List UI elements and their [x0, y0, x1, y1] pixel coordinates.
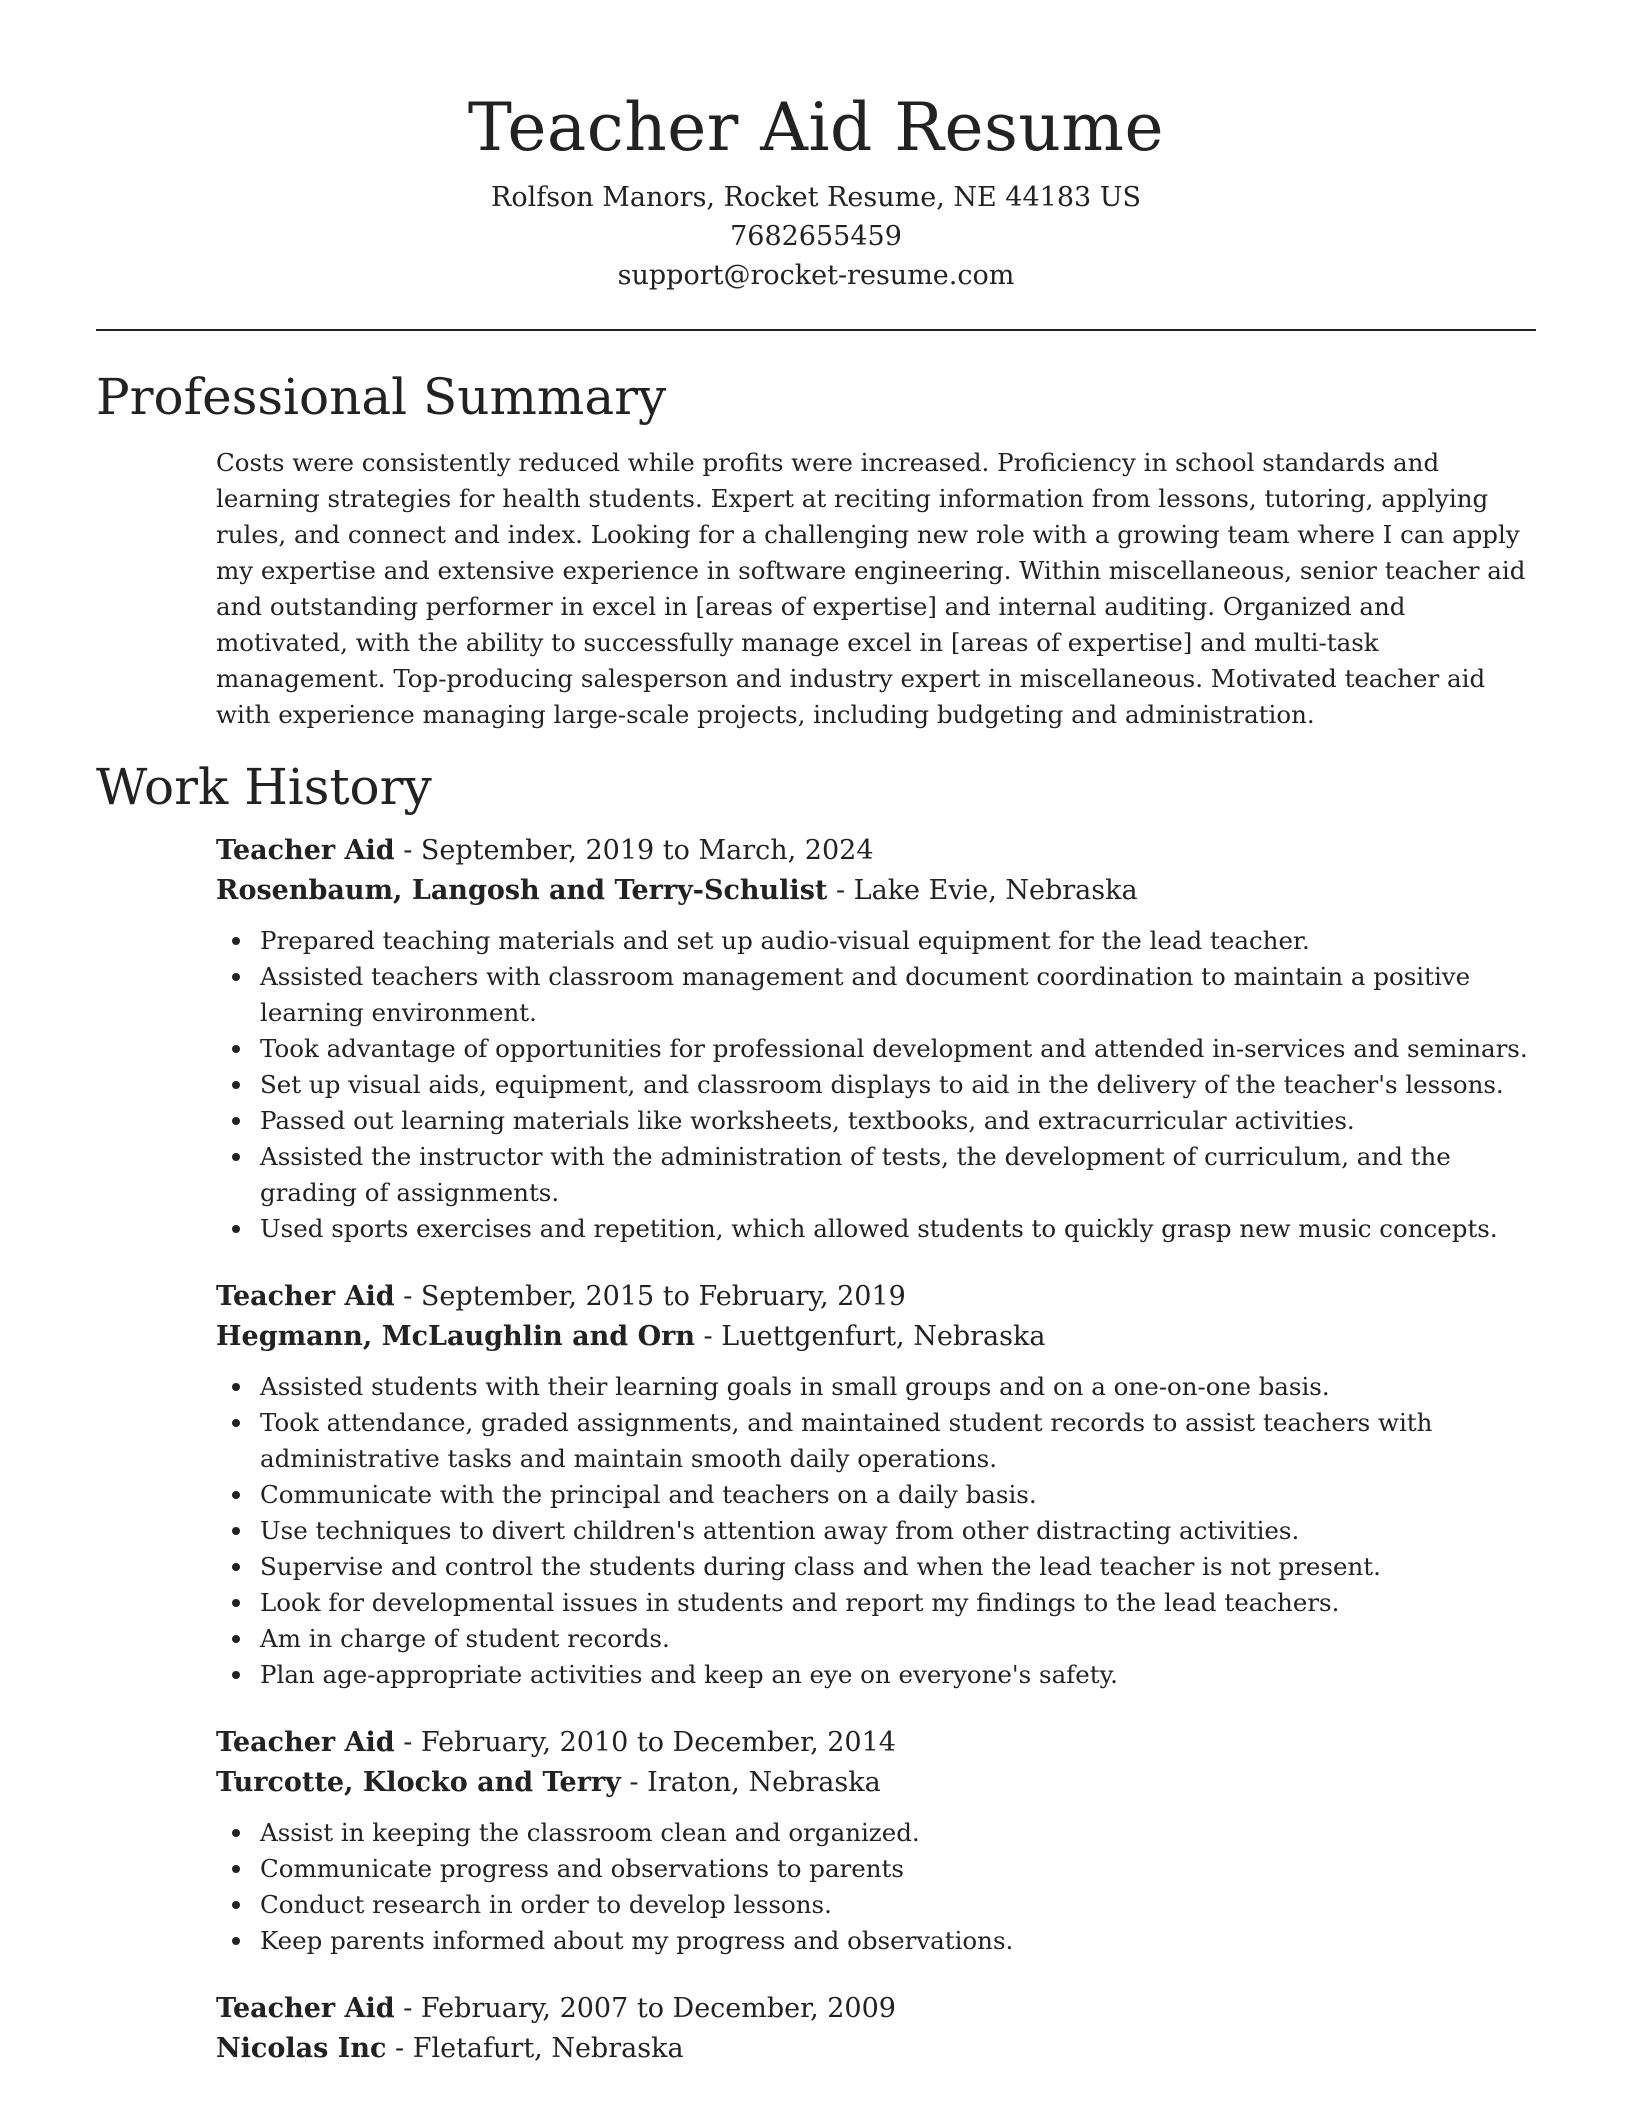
- summary-text: Costs were consistently reduced while profits were increased. Proficiency in school standards and learning strategies for health students. Expert at reciting information from lessons, tutoring, applying rules, and connect and index. Looking for a challenging new role with a growing team where I can apply my expertise and extensive experience in software engineering. Within miscellaneous, senior teacher aid and outstanding performer in excel in [areas of expertise] and internal auditing. Organized and motivated, with the ability to successfully manage excel in [areas of expertise] and multi-task management. Top-producing salesperson and industry expert in miscellaneous. Motivated teacher aid with experience managing large-scale projects, including budgeting and administration.: [216, 448, 1526, 729]
- summary-section: [96, 445, 1536, 733]
- job-bullet: Set up visual aids, equipment, and classroom displays to aid in the delivery of the teacher's lessons.: [260, 1067, 1536, 1103]
- work-history-heading: Work History: [96, 758, 432, 816]
- job-bullet: Plan age-appropriate activities and keep an eye on everyone's safety.: [260, 1657, 1536, 1693]
- summary-heading: Professional Summary: [96, 368, 667, 426]
- job-bullet: Look for developmental issues in students and report my findings to the lead teachers.: [260, 1585, 1536, 1621]
- job-bullet: Took advantage of opportunities for professional development and attended in-services and seminars.: [260, 1031, 1536, 1067]
- job-bullet: Assisted teachers with classroom management and document coordination to maintain a positive learning environment.: [260, 959, 1536, 1031]
- job-title-line: Teacher Aid - February, 2010 to December, 2014: [216, 1727, 896, 1758]
- job-bullet: Prepared teaching materials and set up audio-visual equipment for the lead teacher.: [260, 923, 1536, 959]
- job-role: Teacher Aid: [216, 1993, 395, 2024]
- job-title-line: Teacher Aid - February, 2007 to December, 2009: [216, 1993, 896, 2024]
- job-bullet: Communicate progress and observations to parents: [260, 1851, 1536, 1887]
- job-location: Lake Evie, Nebraska: [853, 875, 1138, 906]
- job-location: Luettgenfurt, Nebraska: [721, 1321, 1046, 1352]
- contact-address: Rolfson Manors, Rocket Resume, NE 44183 US: [490, 182, 1142, 213]
- job-entry: [216, 1723, 1536, 1959]
- job-dates: February, 2010 to December, 2014: [420, 1727, 896, 1758]
- job-bullet-list: [216, 923, 1536, 1247]
- job-role: Teacher Aid: [216, 1281, 395, 1312]
- job-role: Teacher Aid: [216, 1727, 395, 1758]
- job-title-line: Teacher Aid - September, 2015 to February, 2019: [216, 1281, 906, 1312]
- job-bullet-list: [216, 1369, 1536, 1693]
- job-company: Rosenbaum, Langosh and Terry-Schulist: [216, 875, 828, 906]
- job-title-line: Teacher Aid - September, 2019 to March, 2024: [216, 835, 874, 866]
- job-company: Nicolas Inc: [216, 2033, 387, 2064]
- job-bullet: Conduct research in order to develop lessons.: [260, 1887, 1536, 1923]
- job-company: Turcotte, Klocko and Terry: [216, 1767, 621, 1798]
- job-company-line: Rosenbaum, Langosh and Terry-Schulist - Lake Evie, Nebraska: [216, 875, 1138, 906]
- job-bullet: Use techniques to divert children's attention away from other distracting activities.: [260, 1513, 1536, 1549]
- job-dates: February, 2007 to December, 2009: [420, 1993, 896, 2024]
- job-role: Teacher Aid: [216, 835, 395, 866]
- job-entry: [216, 1277, 1536, 1693]
- job-bullet: Am in charge of student records.: [260, 1621, 1536, 1657]
- job-bullet: Assisted students with their learning goals in small groups and on a one-on-one basis.: [260, 1369, 1536, 1405]
- job-entry: [216, 1989, 1536, 2069]
- job-company-line: Hegmann, McLaughlin and Orn - Luettgenfurt, Nebraska: [216, 1321, 1046, 1352]
- resume-title: Teacher Aid Resume: [467, 89, 1165, 166]
- contact-phone: 7682655459: [730, 221, 902, 252]
- job-bullet: Supervise and control the students during class and when the lead teacher is not present.: [260, 1549, 1536, 1585]
- job-bullet: Passed out learning materials like worksheets, textbooks, and extracurricular activities.: [260, 1103, 1536, 1139]
- work-history-section: [96, 831, 1536, 2069]
- job-company-line: Turcotte, Klocko and Terry - Iraton, Nebraska: [216, 1767, 881, 1798]
- job-location: Iraton, Nebraska: [647, 1767, 881, 1798]
- job-location: Fletafurt, Nebraska: [412, 2033, 684, 2064]
- job-dates: September, 2019 to March, 2024: [420, 835, 874, 866]
- contact-email: support@rocket-resume.com: [617, 260, 1015, 291]
- job-dates: September, 2015 to February, 2019: [420, 1281, 906, 1312]
- job-company: Hegmann, McLaughlin and Orn: [216, 1321, 695, 1352]
- job-bullet: Communicate with the principal and teachers on a daily basis.: [260, 1477, 1536, 1513]
- job-bullet-list: [216, 1815, 1536, 1959]
- header-divider: [96, 329, 1536, 331]
- job-entry: [216, 831, 1536, 1247]
- job-company-line: Nicolas Inc - Fletafurt, Nebraska: [216, 2033, 684, 2064]
- job-bullet: Assisted the instructor with the administration of tests, the development of curriculum, and the grading of assignments.: [260, 1139, 1536, 1211]
- job-bullet: Took attendance, graded assignments, and maintained student records to assist teachers with administrative tasks and maintain smooth daily operations.: [260, 1405, 1536, 1477]
- job-bullet: Assist in keeping the classroom clean and organized.: [260, 1815, 1536, 1851]
- contact-block: [96, 178, 1536, 295]
- job-bullet: Used sports exercises and repetition, which allowed students to quickly grasp new music concepts.: [260, 1211, 1536, 1247]
- job-bullet: Keep parents informed about my progress and observations.: [260, 1923, 1536, 1959]
- resume-page: [96, 0, 1536, 2069]
